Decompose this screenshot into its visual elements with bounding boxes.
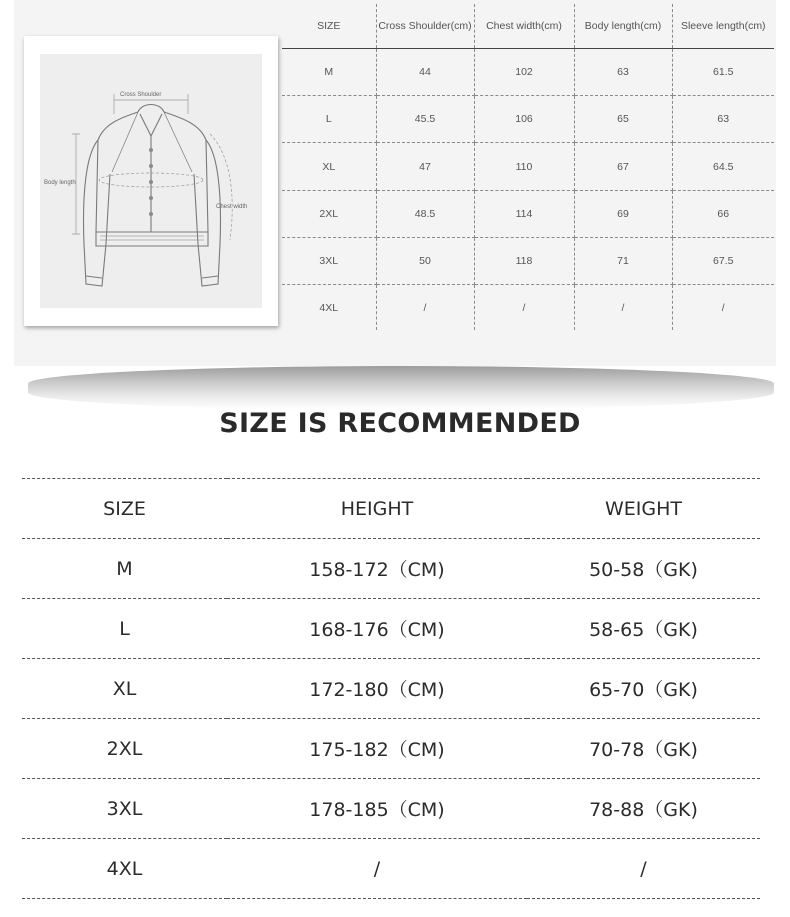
header-chest-width: Chest width(cm) [474,4,574,49]
table-row [282,49,774,96]
measurement-table [282,4,774,330]
cell: 110 [474,143,574,190]
chest-width-label: Chest width [216,204,248,210]
cell: 2XL [282,190,376,237]
cell: 4XL [22,839,227,899]
recommendation-table [22,478,760,899]
cell: / [474,285,574,330]
cell: 69 [574,190,672,237]
cell: 118 [474,237,574,284]
cell: L [282,96,376,143]
header-cross-shoulder: Cross Shoulder(cm) [376,4,474,49]
cross-shoulder-label: Cross Shoulder [120,92,162,98]
cell: / [227,839,527,899]
cell: 65 [574,96,672,143]
cell: 178-185（CM) [227,779,527,839]
measurement-header-row [282,4,774,49]
cell: 102 [474,49,574,96]
cell: 2XL [22,719,227,779]
cell: 175-182（CM) [227,719,527,779]
table-row [22,659,760,719]
cell: 48.5 [376,190,474,237]
cell: 114 [474,190,574,237]
header-body-length: Body length(cm) [574,4,672,49]
cell: 106 [474,96,574,143]
table-row [282,285,774,330]
jacket-diagram [40,54,262,308]
cell: 45.5 [376,96,474,143]
cell: / [721,301,725,314]
cell: 70-78（GK) [527,719,760,779]
cell: / [376,285,474,330]
cell: 58-65（GK) [527,599,760,659]
cell: 3XL [22,779,227,839]
cell: 63 [574,49,672,96]
cell: 3XL [282,237,376,284]
cell: 172-180（CM) [227,659,527,719]
cell: XL [282,143,376,190]
header-sleeve-length: Sleeve length(cm) [672,4,774,49]
recommendation-header-row [22,479,760,539]
table-row [22,539,760,599]
cell: 63 [672,96,774,143]
table-row [22,779,760,839]
cell: 71 [574,237,672,284]
body-length-label: Body length [44,180,76,186]
cell: 65-70（GK) [527,659,760,719]
jacket-diagram-card [24,36,278,326]
panel-shadow [28,366,774,410]
header-size: SIZE [22,479,227,539]
header-height: HEIGHT [227,479,527,539]
cell: XL [22,659,227,719]
cell: 44 [376,49,474,96]
cell: 67 [574,143,672,190]
cell: 61.5 [672,49,774,96]
cell: 158-172（CM) [227,539,527,599]
table-row [22,839,760,899]
cell: / [527,839,760,899]
header-size: SIZE [282,4,376,49]
table-row [282,237,774,284]
cell: 50-58（GK) [527,539,760,599]
cell: 64.5 [672,143,774,190]
header-weight: WEIGHT [527,479,760,539]
cell: 168-176（CM) [227,599,527,659]
cell: 4XL [282,285,376,330]
cell: 47 [376,143,474,190]
cell: 50 [376,237,474,284]
table-row [282,96,774,143]
table-row [22,599,760,659]
cell: M [22,539,227,599]
table-row [22,719,760,779]
cell: 66 [672,190,774,237]
cell: L [22,599,227,659]
cell: / [574,285,672,330]
table-row [282,143,774,190]
cell: 67.5 [672,237,774,284]
recommendation-title: SIZE IS RECOMMENDED [219,408,581,439]
table-row [282,190,774,237]
cell: 78-88（GK) [527,779,760,839]
cell: M [282,49,376,96]
